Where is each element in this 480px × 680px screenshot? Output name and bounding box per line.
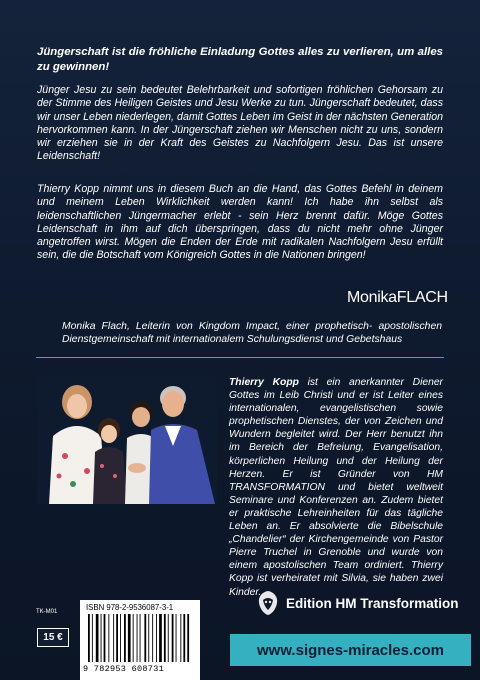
publisher-mark (256, 589, 459, 617)
website-url[interactable]: www.signes-miracles.com (256, 641, 445, 659)
barcode-bar (159, 614, 162, 662)
barcode-bar (156, 614, 157, 662)
endorser-caption: Monika Flach, Leiterin von Kingdom Impact, einer prophetisch- apostolischen Dienstgemeinschaft mit internationalem Schulungsdienst und Gebetshaus (62, 321, 442, 346)
barcode-bar (120, 614, 121, 662)
isbn-barcode (80, 600, 200, 680)
barcode-bar (113, 614, 114, 662)
price-label: 15 € (37, 628, 69, 647)
barcode-bar (187, 614, 189, 662)
barcode-bar (176, 614, 177, 662)
barcode-bar (144, 614, 146, 662)
barcode-bar (183, 614, 185, 662)
barcode-bar (172, 614, 174, 662)
endorsement-text: Thierry Kopp nimmt uns in diesem Buch an die Hand, das Gottes Befehl in deinem und meinem Leben Wirklichkeit werden kann! Ich habe ihn selbst als leidenschaftlichen Jüngermacher erlebt - sein Herz brennt dafür. Möge Gottes Leidenschaft in ihm auf dich überspringen, dass du nicht mehr ohne Jünger angetroffen wirst. Mögen die Enden der Erde mit radikalen Nachfolgern Jesu erfüllt sein, die die Botschaft vom Königreich Gottes in die Nationen bringen! (37, 183, 443, 262)
barcode-bar (104, 614, 106, 662)
signature-first-name: Monika (347, 289, 397, 306)
author-bio-text: ist ein anerkannter Diener Gottes im Leib Christi und er ist Leiter eines internationalen, evangelistischen sowie prophetischen Dienstes, der von Zeichen und Wundern begleitet wird. Der Herr benutzt ihn im Bereich der Befreiung, Evangelisation, körperlichen Heilung und der Heilung der Herzen. Er ist Gründer von HM TRANSFORMATION und bietet weltweit Seminare und Konferenzen an. Zudem bietet er praktische Lehreinheiten für das tägliche Leben an. Er absolvierte die Bibelschule „Chandelier“ der Kirchengemeinde von Pastor Pierre Truchel in Grenoble und wurde von einem apostolischen Team ordiniert. Thierry Kopp ist verheiratet mit Silvia, sie haben zwei Kinder. (229, 377, 443, 598)
intro-paragraph: Jünger Jesu zu sein bedeutet Belehrbarkeit und sofortigen fröhlichen Gehorsam zu der Stimme des Heiligen Geistes und Jesu Werke zu tun. Jüngerschaft bedeutet, dass wir unser Leben niederlegen, damit Gottes Leben im Geist in der nächsten Generation hervorkommen kann. In der Jüngerschaft ziehen wir Menschen nicht zu uns, sondern wir erziehen sie in der Kraft des Geistes zu Nachfolgern Jesu. Das ist unsere Leidenschaft! (37, 84, 443, 163)
lion-head-icon (256, 590, 280, 616)
barcode-bar (137, 614, 138, 662)
product-code: TK-M01 (36, 609, 58, 615)
barcode-bar (148, 614, 149, 662)
barcode-bar (133, 614, 134, 662)
endorser-signature (347, 289, 448, 307)
barcode-bar (128, 614, 131, 662)
publisher-name: Edition HM Transformation (286, 595, 459, 611)
author-family-photo (37, 376, 217, 504)
signature-last-name: FLACH (396, 289, 448, 306)
barcode-bar (116, 614, 118, 662)
intro-headline: Jüngerschaft ist die fröhliche Einladung Gottes alles zu verlieren, um alles zu gewinnen! (37, 46, 443, 73)
barcode-bar (108, 614, 109, 662)
family-photo-illustration (37, 376, 217, 504)
author-name: Thierry Kopp (229, 377, 299, 388)
isbn-text: ISBN 978-2-9536087-3-1 (86, 603, 174, 612)
barcode-bar (140, 614, 141, 662)
website-banner[interactable] (230, 634, 471, 666)
barcode-bar (124, 614, 126, 662)
barcode-bar (92, 614, 93, 662)
barcode-digits: 9 782953 608731 (83, 664, 165, 674)
barcode-bar (96, 614, 99, 662)
divider (36, 357, 444, 358)
author-bio (229, 376, 443, 599)
barcode-bar (88, 614, 90, 662)
barcode-bar (101, 614, 102, 662)
barcode-bar (164, 614, 166, 662)
barcode-bar (180, 614, 181, 662)
barcode-bar (152, 614, 153, 662)
barcode-bar (168, 614, 169, 662)
